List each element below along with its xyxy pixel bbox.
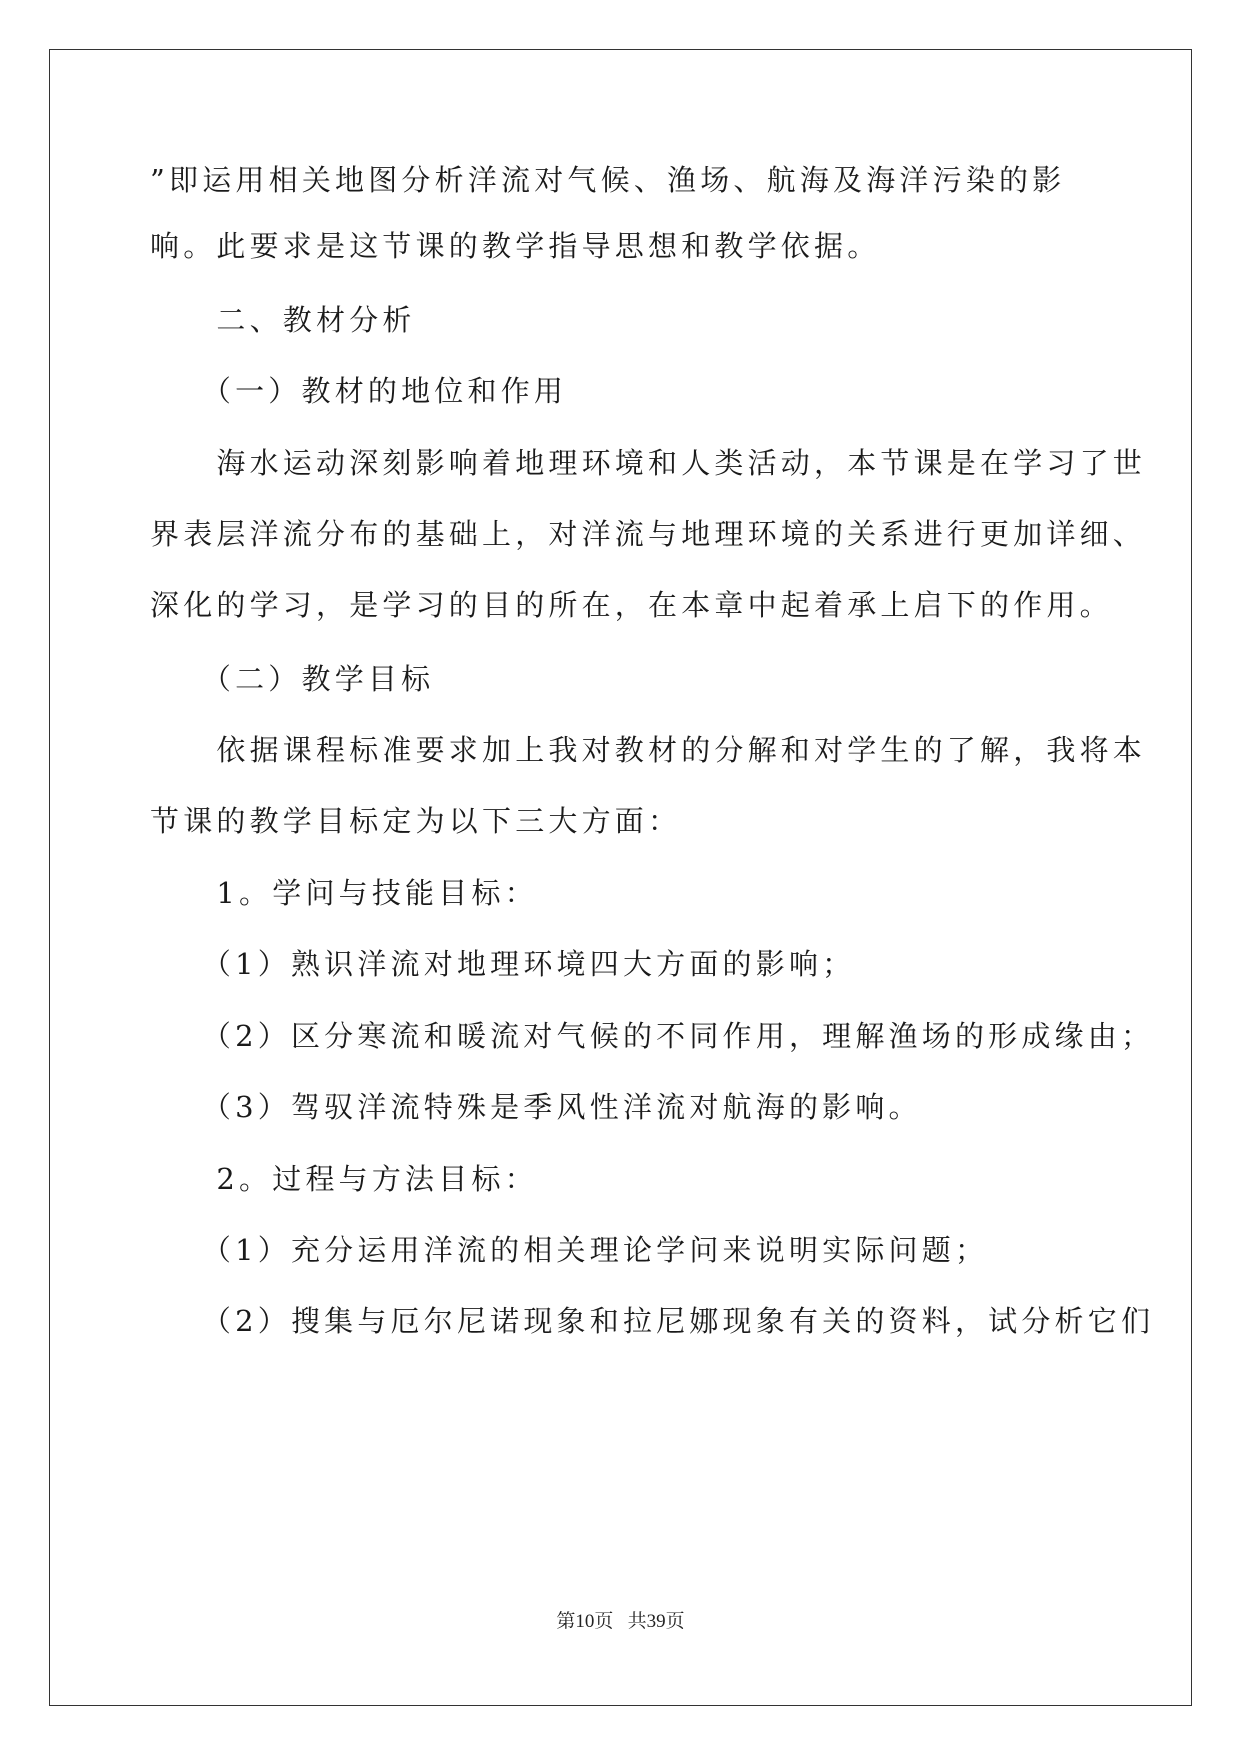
list-item: （2）区分寒流和暖流对气候的不同作用，理解渔场的形成缘由；: [150, 1019, 1155, 1053]
list-item: （2）搜集与厄尔尼诺现象和拉尼娜现象有关的资料，试分析它们: [150, 1304, 1155, 1338]
page-number: 第10页: [556, 1611, 614, 1632]
paragraph-line: 界表层洋流分布的基础上，对洋流与地理环境的关系进行更加详细、: [150, 517, 1147, 551]
page-footer: [0, 1610, 1241, 1634]
list-item: （1）充分运用洋流的相关理论学问来说明实际问题；: [150, 1233, 989, 1267]
subsection-heading: （二）教学目标: [150, 662, 435, 696]
list-item: （1）熟识洋流对地理环境四大方面的影响；: [150, 947, 856, 981]
section-heading: 二、教材分析: [150, 303, 416, 337]
paragraph-line: 依据课程标准要求加上我对教材的分解和对学生的了解，我将本: [150, 733, 1147, 767]
paragraph-line: ”即运用相关地图分析洋流对气候、渔场、航海及海洋污染的影: [150, 163, 1066, 197]
page-total: 共39页: [627, 1611, 685, 1632]
list-heading: 1。学问与技能目标：: [150, 876, 538, 910]
paragraph-line: 节课的教学目标定为以下三大方面：: [150, 804, 682, 838]
paragraph-line: 响。此要求是这节课的教学指导思想和教学依据。: [150, 229, 881, 263]
paragraph-line: 深化的学习，是学习的目的所在，在本章中起着承上启下的作用。: [150, 588, 1113, 622]
list-item: （3）驾驭洋流特殊是季风性洋流对航海的影响。: [150, 1090, 922, 1124]
subsection-heading: （一）教材的地位和作用: [150, 374, 568, 408]
paragraph-line: 海水运动深刻影响着地理环境和人类活动，本节课是在学习了世: [150, 446, 1147, 480]
list-heading: 2。过程与方法目标：: [150, 1162, 538, 1196]
